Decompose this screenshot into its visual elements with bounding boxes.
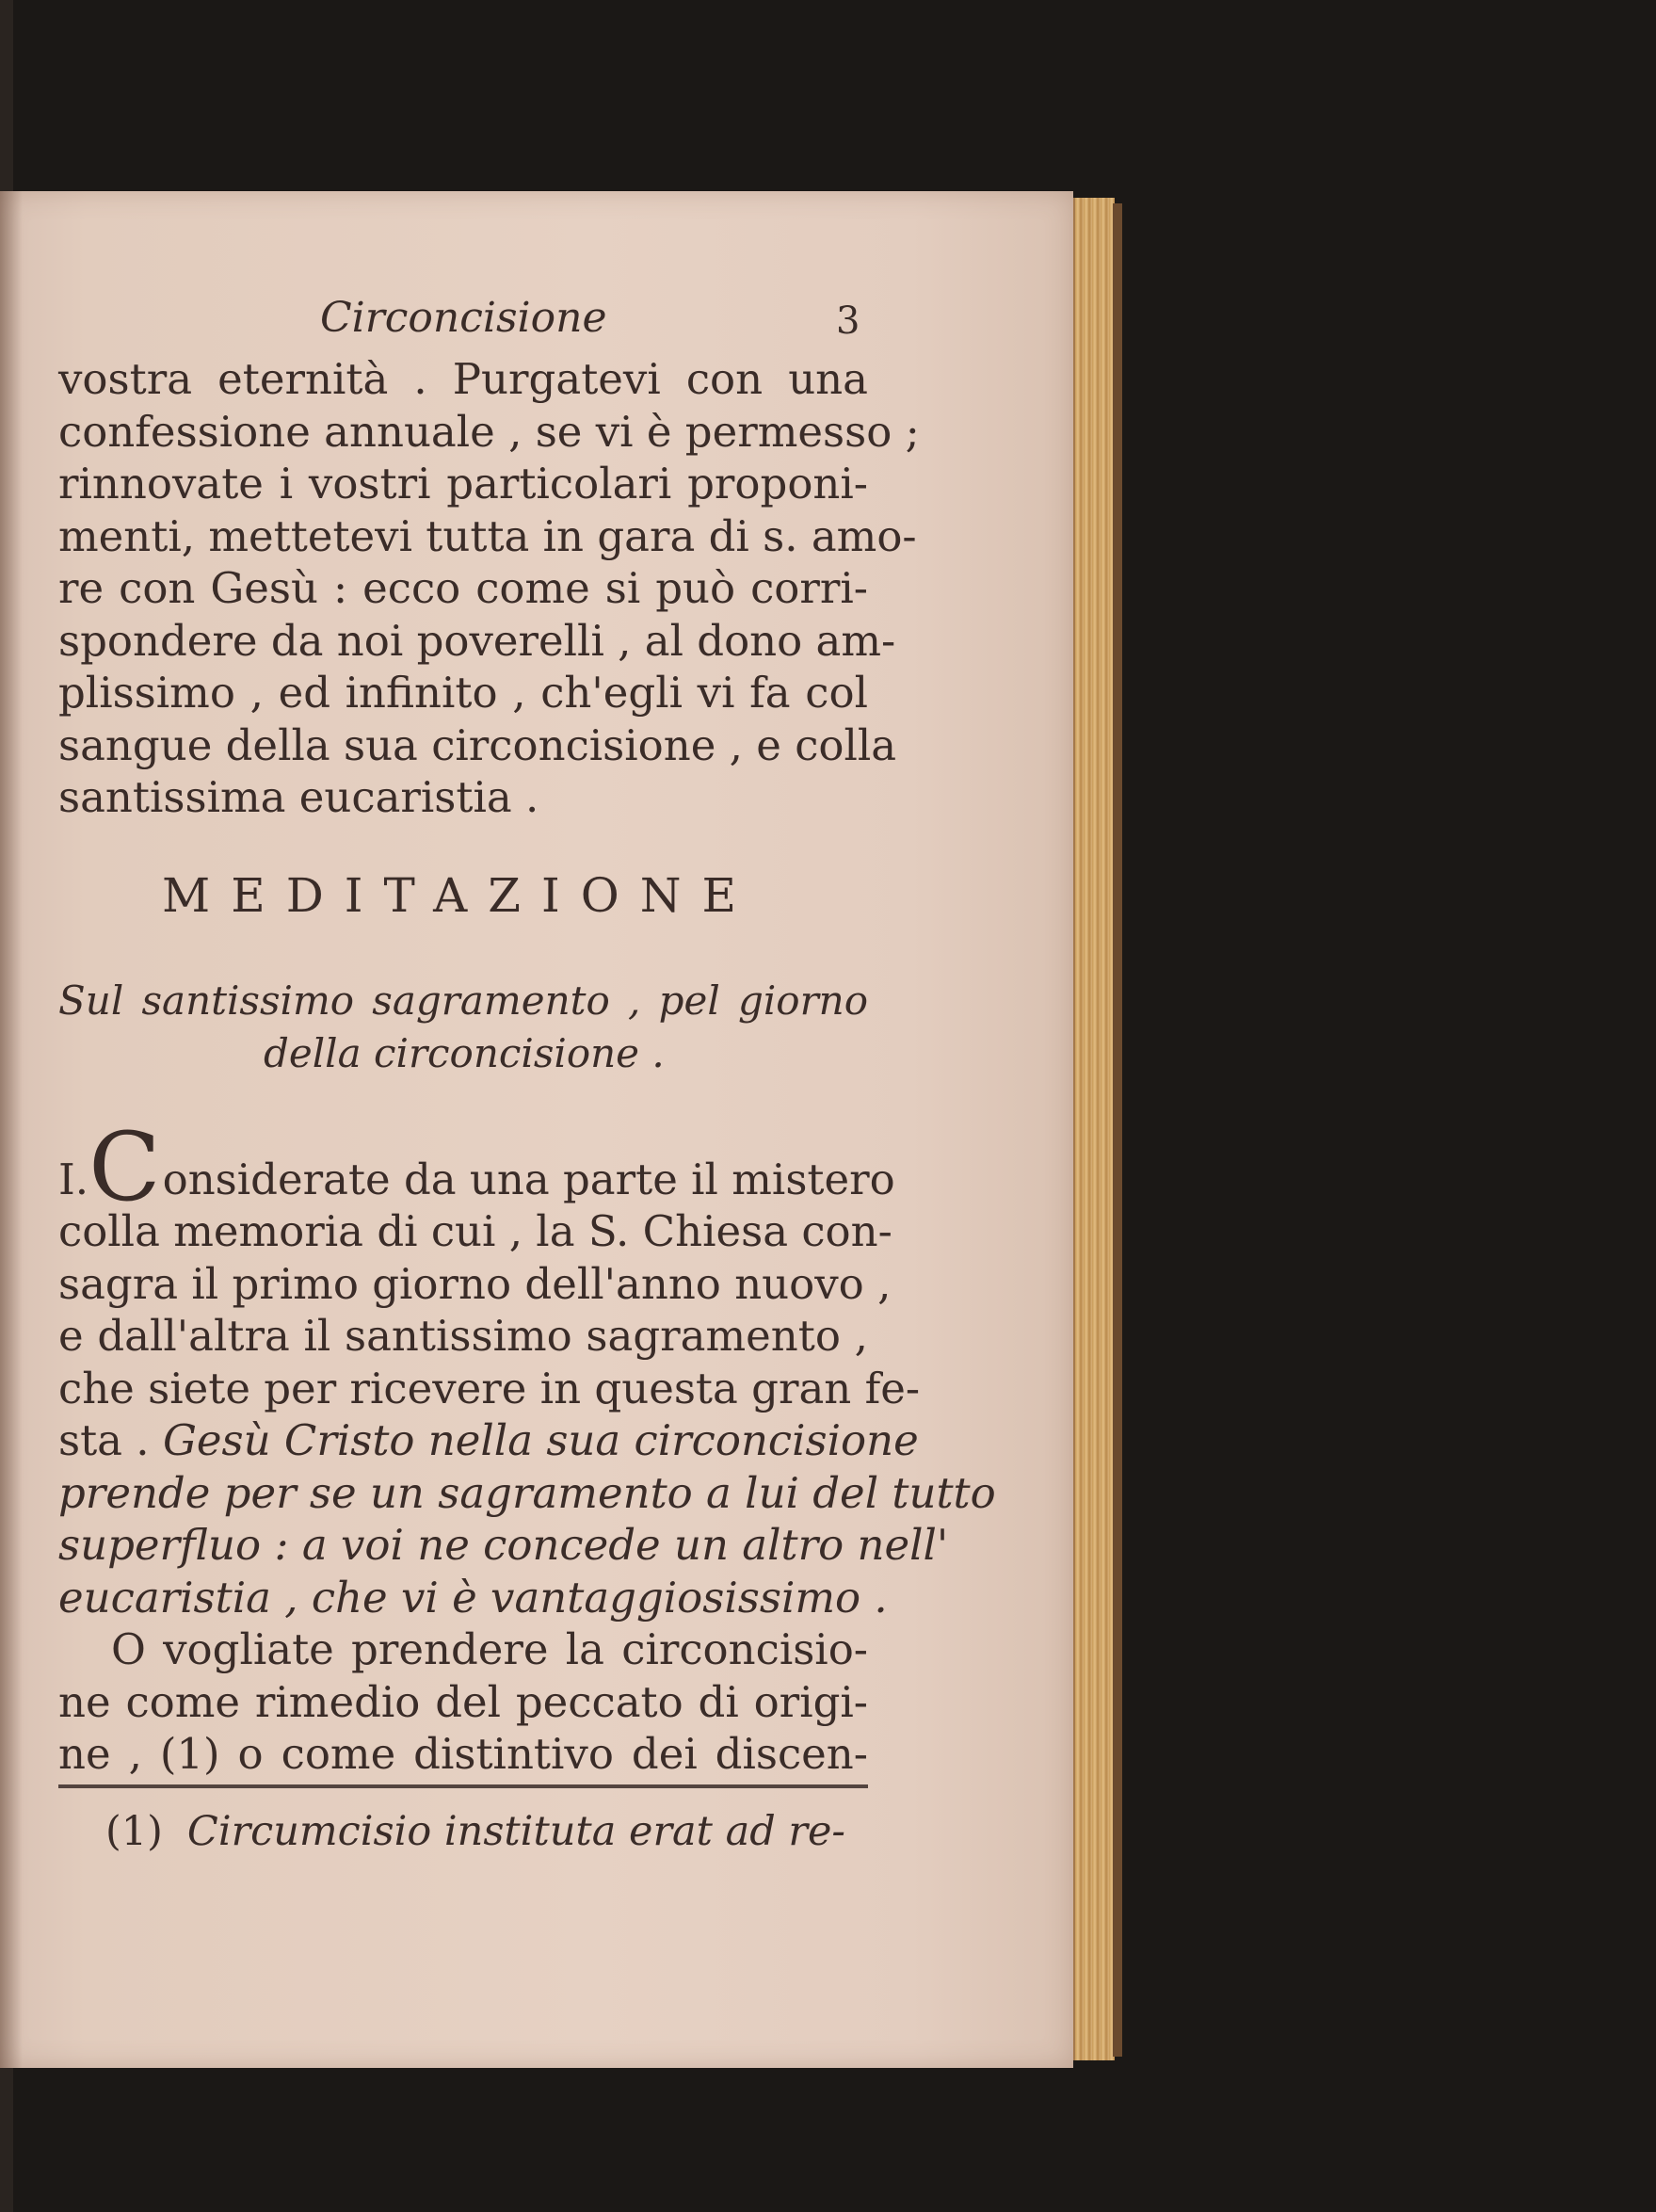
- text-line: che siete per ricevere in questa gran fe-: [58, 1363, 921, 1413]
- text-line: e dall'altra il santissimo sagramento ,: [58, 1311, 868, 1361]
- section-heading: MEDITAZIONE: [162, 868, 757, 923]
- opening-text-block: [58, 353, 920, 824]
- text-line: superfluo : a voi ne concede un altro nell': [58, 1520, 949, 1570]
- text-line: plissimo , ed infinito , ch'egli vi fa col: [58, 668, 868, 718]
- page-gutter-shadow: [0, 191, 23, 2068]
- text-line: colla memoria di cui , la S. Chiesa con-: [58, 1206, 892, 1256]
- page-edges-shadow: [1113, 203, 1122, 2057]
- text-line: ne , (1) o come distintivo dei discen-: [58, 1729, 868, 1779]
- text-line: menti, mettetevi tutta in gara di s. amo-: [58, 510, 917, 561]
- footnote-rule: [58, 1784, 868, 1788]
- drop-cap: C: [88, 1112, 161, 1222]
- section-subtitle: [58, 975, 868, 1080]
- paragraph-first-line: [58, 1112, 895, 1222]
- text-line: sangue della sua circoncisione , e colla: [58, 719, 897, 770]
- mixed-text-line: [58, 1414, 919, 1467]
- text-line: onsiderate da una parte il mistero: [162, 1154, 895, 1204]
- text-line: ne come rimedio del peccato di origi-: [58, 1676, 868, 1727]
- running-head-title: Circoncisione: [320, 294, 607, 342]
- text-line: confessione annuale , se vi è permesso ;: [58, 406, 920, 457]
- text-line: O vogliate prendere la circoncisio-: [111, 1624, 868, 1674]
- paragraph-one: [58, 1112, 996, 1781]
- subtitle-line: Sul santissimo sagramento , pel giorno: [58, 977, 868, 1024]
- text-line: vostra eternità . Purgatevi con una: [58, 354, 868, 404]
- footnote-text: Circumcisio instituta erat ad re-: [186, 1808, 845, 1855]
- footnote: [105, 1808, 877, 1855]
- footnote-marker: (1): [105, 1808, 163, 1855]
- page-number: 3: [836, 299, 860, 343]
- paragraph-number: I.: [58, 1154, 89, 1204]
- text-italic: Gesù Cristo nella sua circoncisione: [162, 1415, 919, 1465]
- text-line: re con Gesù : ecco come si può corri-: [58, 563, 868, 613]
- text-line: rinnovate i vostri particolari proponi-: [58, 459, 868, 509]
- text-line: sagra il primo giorno dell'anno nuovo ,: [58, 1258, 892, 1309]
- page-edges: [1073, 198, 1115, 2060]
- text-line: prende per se un sagramento a lui del tutto: [58, 1467, 996, 1518]
- text-line: eucaristia , che vi è vantaggiosissimo .: [58, 1572, 888, 1623]
- subtitle-line: della circoncisione .: [264, 1030, 665, 1076]
- text-roman: sta .: [58, 1415, 150, 1465]
- text-line: santissima eucaristia .: [58, 772, 539, 822]
- text-line: spondere da noi poverelli , al dono am-: [58, 615, 896, 666]
